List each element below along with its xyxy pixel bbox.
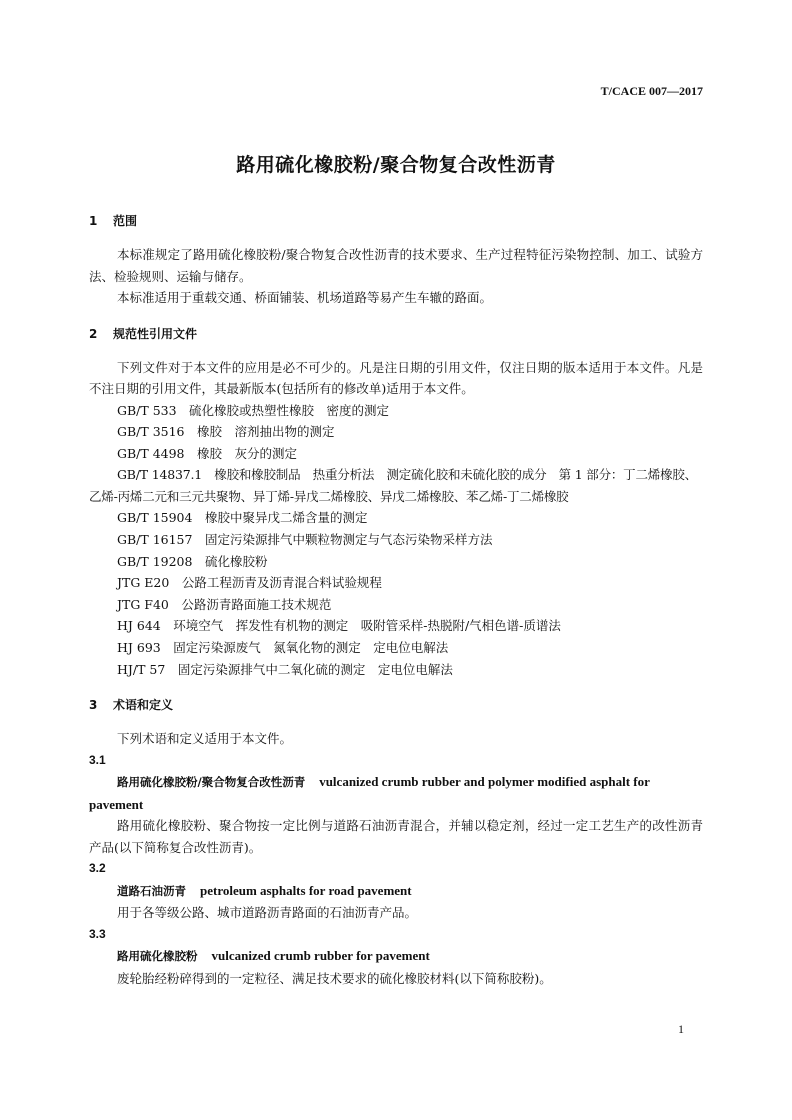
section-3-heading <box>89 694 703 716</box>
reference-item: HJ/T 57 固定污染源排气中二氧化硫的测定 定电位电解法 <box>117 661 453 677</box>
reference-item: GB/T 19208 硫化橡胶粉 <box>117 553 268 569</box>
term-number: 3.1 <box>89 752 106 767</box>
section-1-paragraph-2: 本标准适用于重载交通、桥面铺装、机场道路等易产生车辙的路面。 <box>117 290 493 305</box>
term-name-zh: 路用硫化橡胶粉 <box>117 949 198 964</box>
term-definition: 路用硫化橡胶粉、聚合物按一定比例与道路石油沥青混合，并辅以稳定剂，经过一定工艺生产的改性沥青产品(以下简称复合改性沥青)。 <box>89 818 703 855</box>
term-name <box>89 771 703 815</box>
term-name <box>89 880 703 903</box>
term-entry <box>89 858 703 924</box>
term-name-en: petroleum asphalts for road pavement <box>200 882 412 898</box>
term-name-zh: 道路石油沥青 <box>117 883 186 898</box>
document-code: T/CACE 007—2017 <box>600 84 703 98</box>
term-entry <box>89 924 703 990</box>
term-definition: 用于各等级公路、城市道路沥青路面的石油沥青产品。 <box>117 905 418 921</box>
document-body <box>89 210 703 989</box>
document-title: 路用硫化橡胶粉/聚合物复合改性沥青 <box>236 154 556 176</box>
reference-item: GB/T 16157 固定污染源排气中颗粒物测定与气态污染物采样方法 <box>117 532 493 548</box>
reference-item: GB/T 4498 橡胶 灰分的测定 <box>117 445 298 461</box>
reference-item: HJ 644 环境空气 挥发性有机物的测定 吸附管采样-热脱附/气相色谱-质谱法 <box>117 618 561 634</box>
term-name-zh: 路用硫化橡胶粉/聚合物复合改性沥青 <box>117 775 306 790</box>
section-1-heading <box>89 210 703 232</box>
section-title: 规范性引用文件 <box>113 326 198 341</box>
term-number: 3.3 <box>89 926 106 941</box>
term-number: 3.2 <box>89 861 106 876</box>
section-number: 2 <box>89 326 98 341</box>
section-title: 术语和定义 <box>113 698 174 713</box>
section-1-paragraph-1: 本标准规定了路用硫化橡胶粉/聚合物复合改性沥青的技术要求、生产过程特征污染物控制、加工、试验方法、检验规则、运输与储存。 <box>89 247 703 284</box>
term-name-en: vulcanized crumb rubber and polymer modified asphalt for pavement <box>89 774 650 812</box>
reference-item: GB/T 533 硫化橡胶或热塑性橡胶 密度的测定 <box>117 402 390 418</box>
section-title: 范围 <box>113 214 138 228</box>
term-entry <box>89 750 703 859</box>
reference-item: GB/T 15904 橡胶中聚异戊二烯含量的测定 <box>117 510 368 526</box>
reference-item: GB/T 14837.1 橡胶和橡胶制品 热重分析法 测定硫化胶和未硫化胶的成分 第 1 部分：丁二烯橡胶、乙烯-丙烯二元和三元共聚物、异丁烯-异戊二烯橡胶、异戊二烯橡胶、苯乙烯-丁二烯橡胶 <box>89 467 697 504</box>
term-definition: 废轮胎经粉碎得到的一定粒径、满足技术要求的硫化橡胶材料(以下简称胶粉)。 <box>117 970 552 986</box>
section-2-heading <box>89 323 703 345</box>
reference-item: HJ 693 固定污染源废气 氮氧化物的测定 定电位电解法 <box>117 640 449 656</box>
section-number: 3 <box>89 698 98 713</box>
section-2-intro: 下列文件对于本文件的应用是必不可少的。凡是注日期的引用文件，仅注日期的版本适用于本文件。凡是不注日期的引用文件，其最新版本(包括所有的修改单)适用于本文件。 <box>89 359 703 396</box>
term-name <box>89 945 703 968</box>
reference-item: JTG E20 公路工程沥青及沥青混合料试验规程 <box>117 575 382 591</box>
term-name-en: vulcanized crumb rubber for pavement <box>211 948 430 964</box>
page-number: 1 <box>678 1022 684 1036</box>
reference-item: JTG F40 公路沥青路面施工技术规范 <box>117 596 332 612</box>
reference-item: GB/T 3516 橡胶 溶剂抽出物的测定 <box>117 424 335 440</box>
section-number: 1 <box>89 214 98 228</box>
section-3-intro: 下列术语和定义适用于本文件。 <box>117 731 293 747</box>
